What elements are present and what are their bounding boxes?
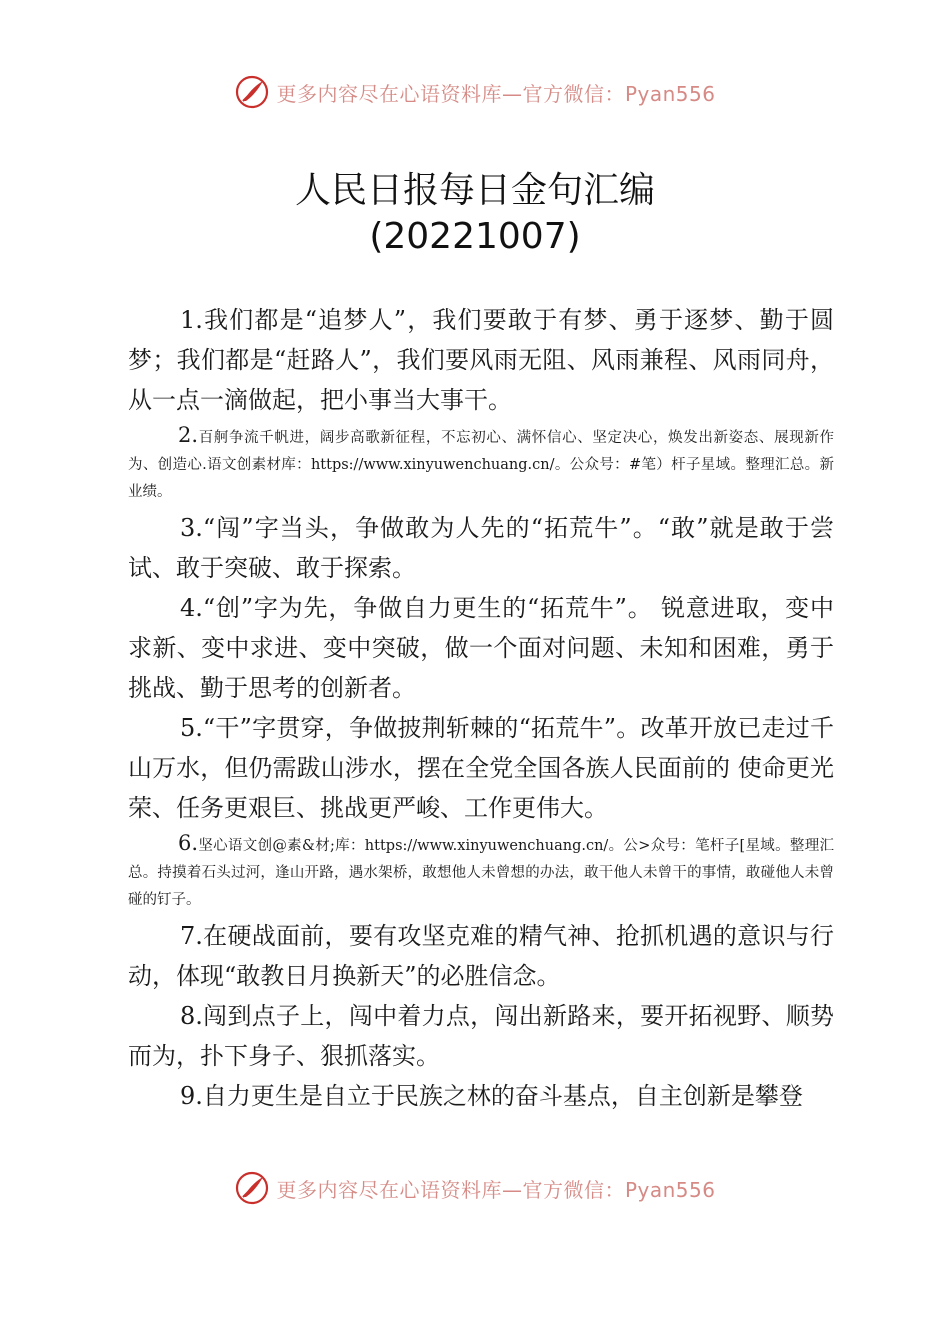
title-line-2: (20221007) <box>369 216 581 257</box>
list-item: 4.“创”字为先，争做自力更生的“拓荒牛”。 锐意进取，变中求新、变中求进、变中突破，做一个面对问题、未知和困难，勇于挑战、勤于思考的创新者。 <box>128 594 834 702</box>
footer-banner-text: 更多内容尽在心语资料库—官方微信：Pyan556 <box>276 1177 716 1202</box>
list-item: 2.百舸争流千帆进，阔步高歌新征程，不忘初心、满怀信心、坚定决心，焕发出新姿态、展现新作为、创造心.语文创素材库：https://www.xinyuwenchuang.cn/。公众号：#笔）杆子星域。整理汇总。新业绩。 <box>128 423 834 500</box>
page-title <box>0 168 950 260</box>
list-item: 5.“干”字贯穿，争做披荆斩棘的“拓荒牛”。改革开放已走过千山万水，但仍需跋山涉水，摆在全党全国各族人民面前的 使命更光荣、任务更艰巨、挑战更严峻、工作更伟大。 <box>128 714 834 822</box>
footer-banner <box>0 1170 950 1206</box>
list-item: 8.闯到点子上，闯中着力点，闯出新路来，要开拓视野、顺势而为，扑下身子、狠抓落实。 <box>128 1002 834 1070</box>
list-item: 3.“闯”字当头，争做敢为人先的“拓荒牛”。“敢”就是敢于尝试、敢于突破、敢于探索。 <box>128 514 834 582</box>
header-banner-text: 更多内容尽在心语资料库—官方微信：Pyan556 <box>276 81 716 106</box>
list-item: 7.在硬战面前，要有攻坚克难的精气神、抢抓机遇的意识与行动，体现“敢教日月换新天”的必胜信念。 <box>128 922 834 990</box>
header-banner <box>0 74 950 110</box>
list-item: 1.我们都是“追梦人”，我们要敢于有梦、勇于逐梦、勤于圆梦；我们都是“赶路人”，我们要风雨无阻、风雨兼程、风雨同舟，从一点一滴做起，把小事当大事干。 <box>128 306 834 414</box>
quill-logo-icon <box>234 1170 270 1206</box>
title-line-1: 人民日报每日金句汇编 <box>294 170 655 211</box>
list-item: 6.坚心语文创@素&材;库：https://www.xinyuwenchuang.cn/。公>众号：笔杆子[星域。整理汇总。持摸着石头过河，逢山开路，遇水架桥，敢想他人未曾想的办法，敢干他人未曾干的事情，敢碰他人未曾碰的钉子。 <box>128 831 834 908</box>
quill-logo-icon <box>234 74 270 110</box>
list-item: 9.自力更生是自立于民族之林的奋斗基点，自主创新是攀登 <box>180 1082 803 1110</box>
document-body <box>128 300 834 1116</box>
